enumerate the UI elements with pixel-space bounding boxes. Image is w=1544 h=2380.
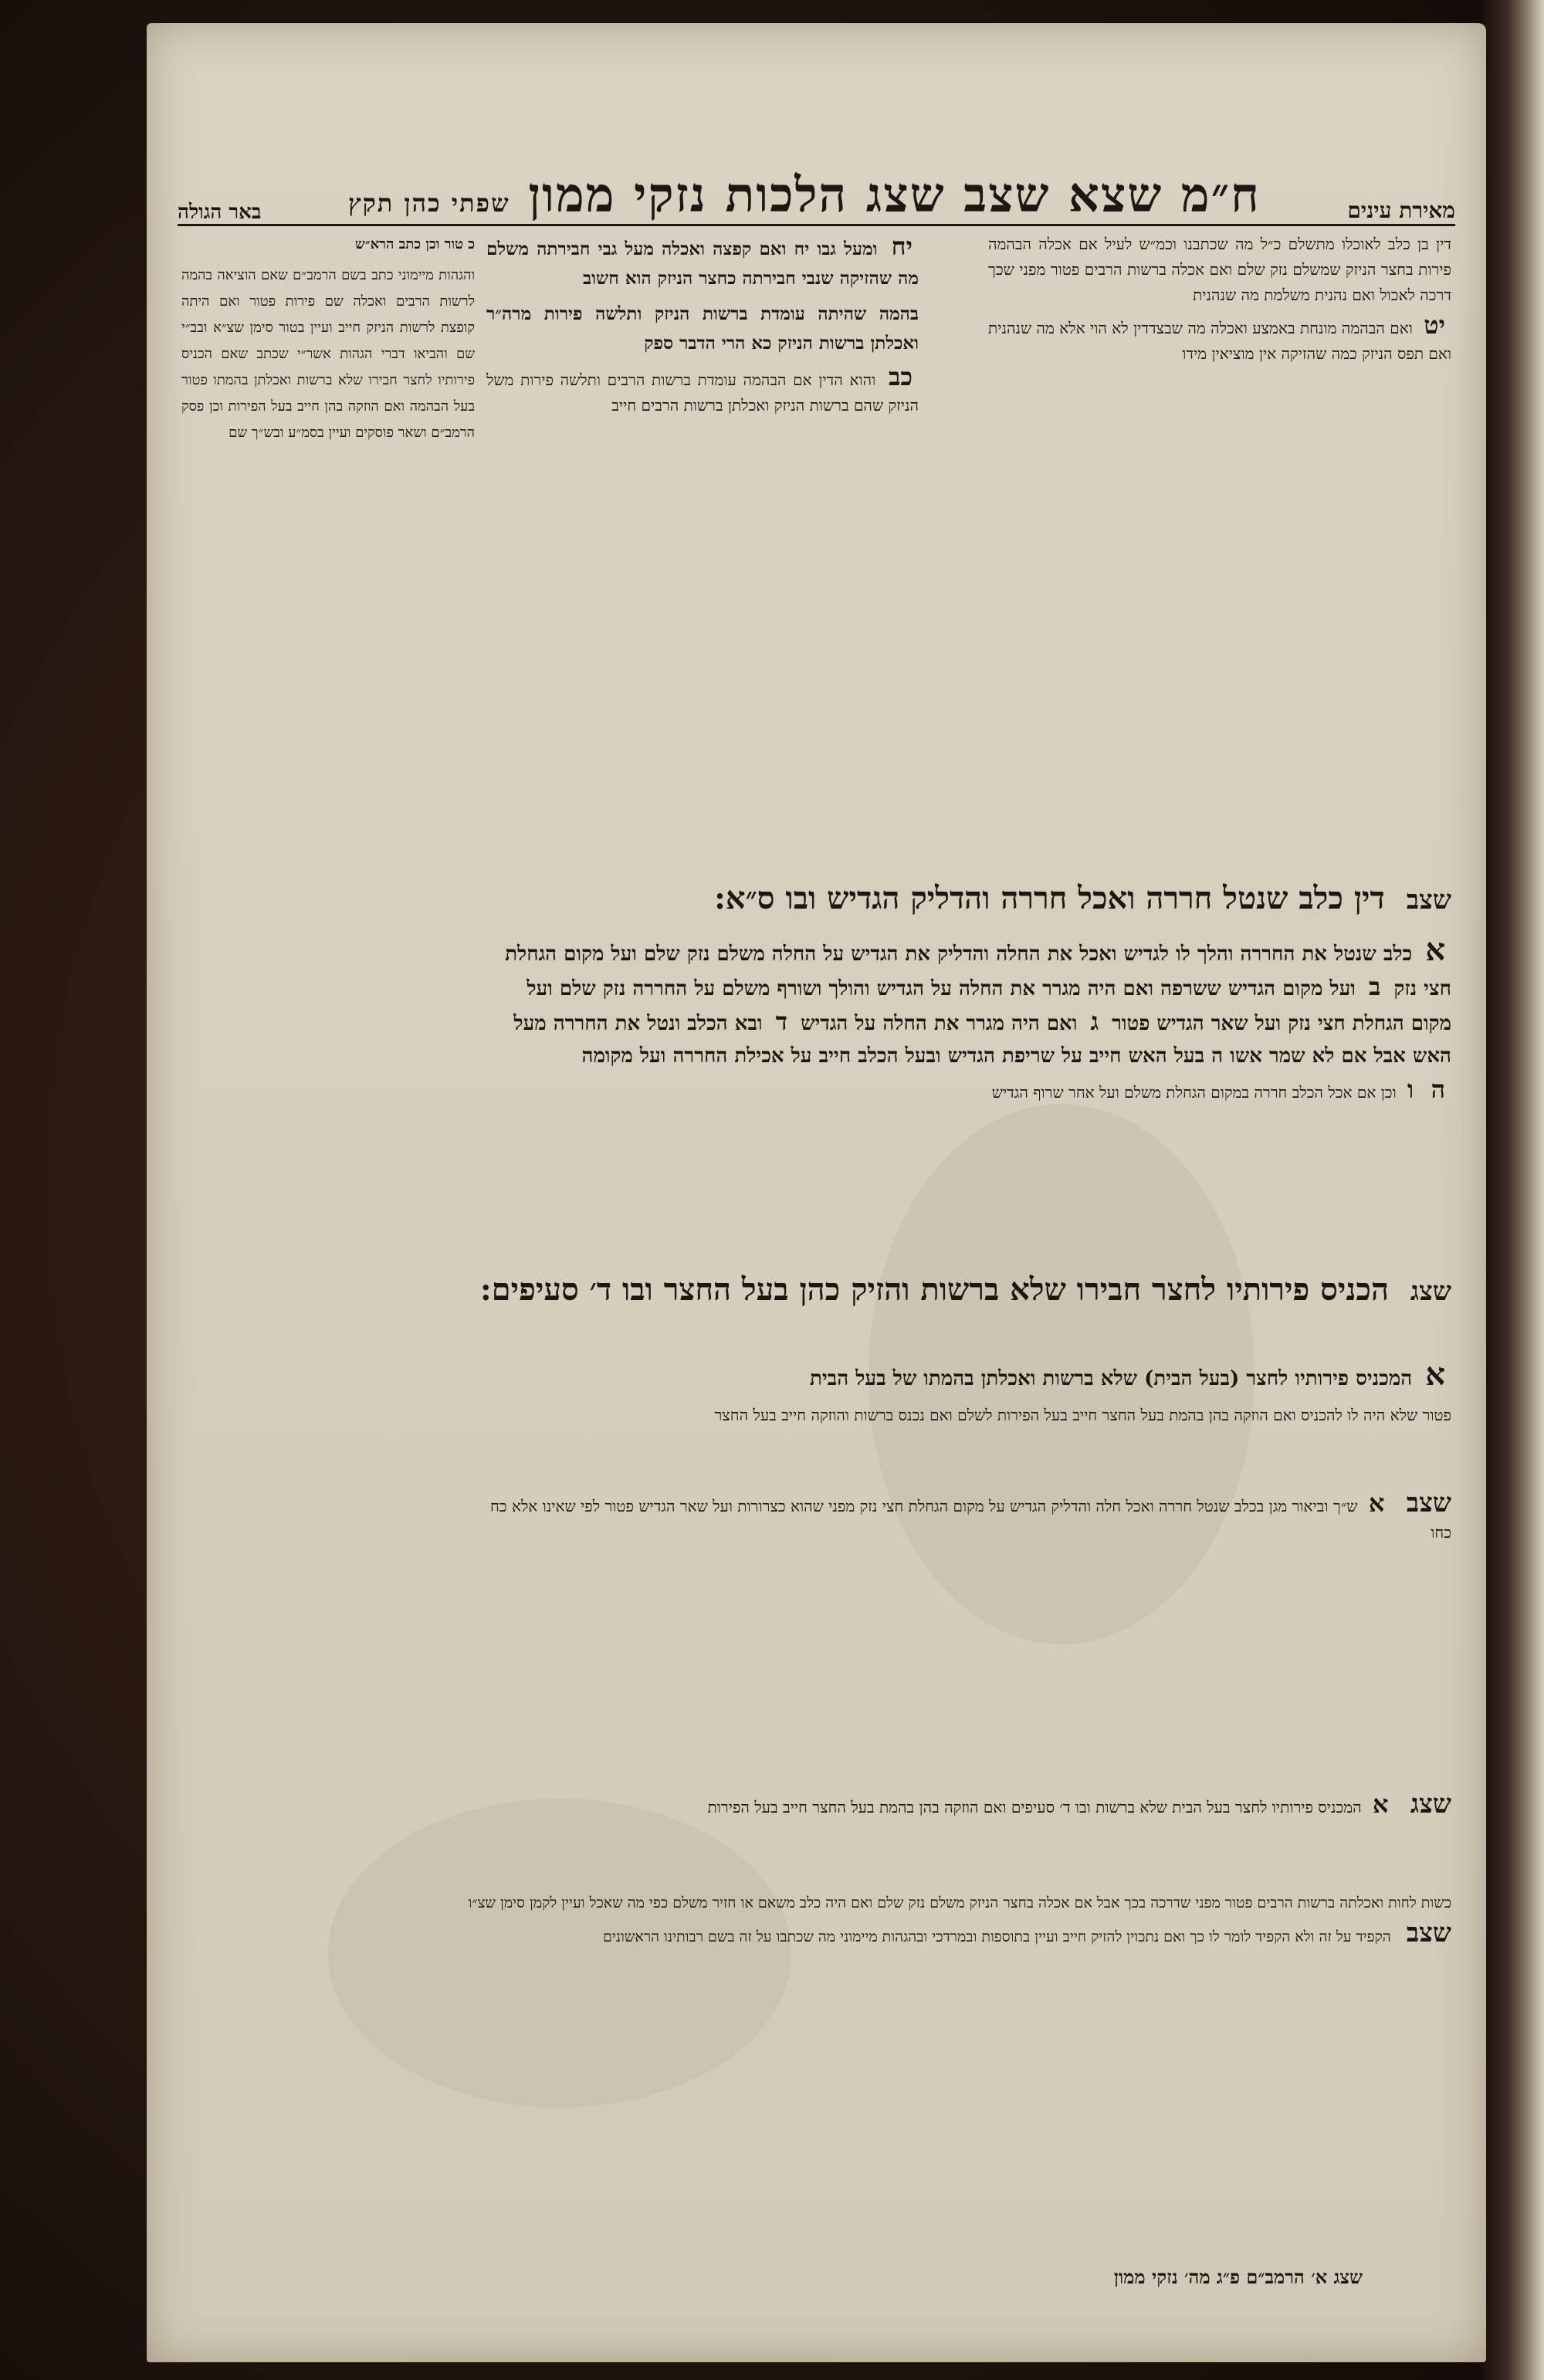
seif-paragraph: בהמה שהיתה עומדת ברשות הניזק ותלשה פירות מרה״ר ואכלתן ברשות הניזק כא הרי הדבר ספק [486,303,919,354]
side-notes: והגהות מיימוני כתב בשם הרמב״ם שאם הוציאה בהמה לרשות הרבים ואכלה שם פירות פטור ואם היתה קופצת לרשות הניזק חייב ועיין בטור סימן שצ״א ובב״י שם והביאו דברי הגהות אשר״י שכתב שאם הכניס פירותיו לחצר חבירו שלא ברשות ואכלתן בהמתו פטור בעל הבהמה ואם הוזקה בהן חייב בעל הפירות וכן פסק הרמב״ם ושאר פוסקים ועיין בסמ״ע ובש״ך שם [181,267,475,441]
opening-paragraph: דין בן כלב לאוכלו מתשלם כ״ל מה שכתבנו וכמ״ש לעיל אם אכלה הבהמה פירות בחצר הניזק שמשלם נזק שלם ואם אכלה ברשות הרבים פטור מפני שכך דרכה לאכול ואם נהנית משלמת מה שנהנית [988,235,1451,304]
seif-marker: א [1372,1789,1389,1819]
shatzag-body [486,1356,1451,1427]
seif-marker: יט [1424,310,1445,340]
header-right: מאירת עינים [1347,198,1455,223]
seif-marker: ה [1431,1075,1445,1104]
siman-number: שצב [1406,1918,1451,1948]
siman-number: שצג [1410,1789,1451,1820]
section-title: דין כלב שנטל חררה ואכל חררה והדליק הגדיש ובו ס״א: [714,880,1385,916]
seif-paragraph: ועל מקום הגדיש ששרפה ואם היה מגרר את החלה על הגדיש והולך ושורף משלם על החררה נזק שלם ועל מקום הגחלת חצי נזק ועל שאר הגדיש פטור [527,977,1451,1035]
header-left: באר הגולה [178,201,262,224]
side-commentary-column [181,232,475,446]
seif-marker: ג [1090,1007,1099,1036]
shatzab-body [486,934,1451,1105]
main-text-column [486,232,919,418]
section-title: הכניס פירותיו לחצר חבירו שלא ברשות והזיק כהן בעל החצר ובו ד׳ סעיפים: [479,1271,1389,1308]
section-heading-shatzag [471,1270,1451,1312]
siman-number: שצב [1406,1488,1451,1518]
siman-number: שצג [1410,1276,1451,1307]
commentary-paragraph: המכניס פירותיו לחצר בעל הבית שלא ברשות ובו ד׳ סעיפים ואם הוזקה בהן בהמת בעל החצר חייב בעל הפירות [707,1798,1362,1816]
catchword: שצג א׳ הרמב״ם פ״ג מה׳ נזקי ממון [1113,2266,1363,2288]
seif-paragraph: ובא הכלב ונטל את החררה מעל האש אבל אם לא שמר אשו ה בעל האש חייב על שריפת הגדיש ובעל הכלב חייב על אכילת החררה ועל מקומה [513,1012,1451,1068]
header-center-extra: שפתי כהן תקץ [347,188,510,218]
section-heading-shatzab [471,880,1451,916]
paper-stain [328,1799,791,2107]
commentary-paragraph: ש״ך וביאור מגן בכלב שנטל חררה ואכל חלה והדליק הגדיש על מקום הגחלת חצי נזק מפני שהוא כצרורות ועל שאר הגדיש פטור לפי שאינו אלא כח כחו [489,1497,1451,1542]
seif-marker: ו [1407,1075,1414,1104]
seif-paragraph: וכן אם אכל הכלב חררה במקום הגחלת משלם ועל אחר שרוף הגדיש [991,1083,1397,1102]
seif-marker: כב [888,362,913,391]
seif-marker: ב [1369,972,1381,1001]
lower-commentary-shatzag [486,1791,1451,1820]
seif-marker: א [1425,1356,1445,1393]
header-center-title: ח״מ שצא שצב שצג הלכות נזקי ממון [528,167,1261,223]
seif-marker: יח [891,232,913,261]
seif-paragraph: ומעל גבו יח ואם קפצה ואכלה מעל גבי חבירתה משלם מה שהזיקה שנבי חבירתה כחצר הניזק הוא חשוב [486,239,919,289]
bottom-paragraph: כשות לחות ואכלתה ברשות הרבים פטור מפני שדרכה בכך אבל אם אכלה בחצר הניזק משלם נזק שלם ואם היה כלב משאם או חזיר משלם כפי מה שאכל ועיין לקמן סימן שצ״ו [468,1894,1451,1911]
side-top-note: כ טור וכן כתב הרא״ש [355,236,475,252]
seif-paragraph: כלב שנטל את החררה והלך לו לגדיש ואכל את החלה והדליק את הגדיש על החלה משלם נזק שלם ועל מקום הגחלת חצי נזק [505,943,1451,1000]
header-center [348,167,1261,224]
adjacent-page-edge [1482,0,1544,2380]
commentary-column-right [988,232,1451,367]
book-page [147,23,1486,2362]
seif-marker: ד [775,1007,788,1036]
seif-paragraph: המכניס פירותיו לחצר (בעל הבית) שלא ברשות ואכלתן בהמתו של בעל הבית [809,1367,1413,1390]
lower-commentary-shatzab [486,1490,1451,1545]
seif-marker: א [1425,932,1445,968]
seif-paragraph: והוא הדין אם הבהמה עומדת ברשות הרבים ותלשה פירות משל הניזק שהם ברשות הניזק ואכלתן ברשות הרבים חייב [486,371,919,415]
bottom-commentary [185,1891,1451,1949]
commentary-paragraph: פטור שלא היה לו להכניס ואם הוזקה בהן בהמת בעל החצר חייב בעל הפירות לשלם ואם נכנס ברשות והוזקה חייב בעל החצר [714,1406,1451,1424]
bottom-paragraph: הקפיד על זה ולא הקפיד לומר לו כך ואם נתכוין להזיק חייב ועיין בתוספות ובמרדכי ובהגהות מיימוני מה שכתבו על זה בשם רבותינו הראשונים [603,1928,1391,1945]
seif-paragraph: ואם היה מגרר את החלה על הגדיש [801,1012,1078,1035]
seif-paragraph: ואם הבהמה מונחת באמצע ואכלה מה שבצדדין לא הוי אלא מה שנהנית ואם תפס הניזק כמה שהזיקה אין מוציאין מידו [988,319,1451,363]
seif-marker: א [1368,1488,1385,1518]
running-header [178,139,1455,226]
siman-number: שצב [1406,885,1451,916]
